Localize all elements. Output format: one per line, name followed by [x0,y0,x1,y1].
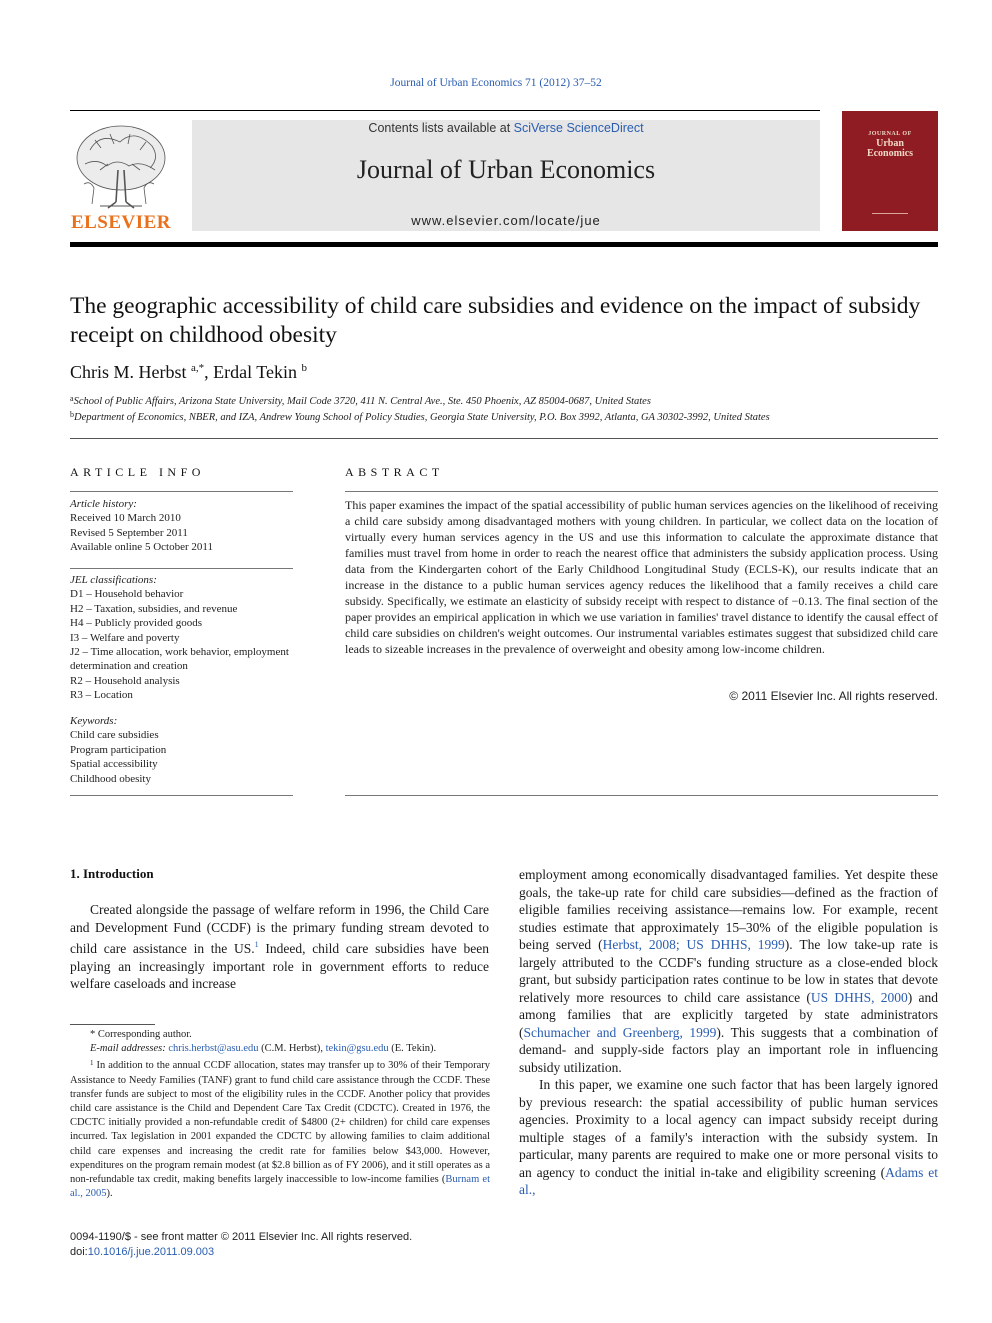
author-separator: , [204,362,214,382]
sciencedirect-link[interactable]: SciVerse ScienceDirect [513,121,644,135]
paragraph-text: ). This suggests that a combination of demand- and supply-side factors play an important role in influencing subsidy utilization. [519,1024,938,1075]
cover-title [842,129,938,159]
footnotes [70,1028,490,1201]
history-item: Available online 5 October 2011 [70,541,213,554]
citation-link[interactable]: US DHHS, 2000 [810,989,908,1005]
email-owner: (C.M. Herbst), [258,1043,326,1055]
cover-divider [872,213,908,214]
paragraph-text: employment among economically disadvantaged families. Yet despite these goals, the take-up rate for child care subsidies—defined as the fraction of eligible families receiving assistance—remains low. For example, recent studies estimate that approximately 15–30% of the eligible population is being served ( [519,867,938,952]
abstract-heading: ABSTRACT [345,465,444,479]
front-matter [70,1230,412,1259]
history-item: Revised 5 September 2011 [70,526,188,539]
citation-link[interactable]: Burnam et al., 2005 [70,1174,490,1200]
info-rule [70,491,293,492]
citation-link[interactable]: Schumacher and Greenberg, 1999 [523,1024,717,1040]
author-name[interactable]: Chris M. Herbst [70,362,187,382]
doi-line [70,1245,412,1260]
contents-line [192,121,820,135]
jel-item: I3 – Welfare and poverty [70,631,180,644]
email-link[interactable]: tekin@gsu.edu [325,1043,389,1055]
keywords [70,714,293,786]
article-info-heading: ARTICLE INFO [70,465,205,479]
article-history [70,497,293,555]
paragraph-text: Indeed, child care subsidies have been playing an increasingly important role in government efforts to reduce welfare caseloads and increase [70,941,489,991]
jel-classifications [70,573,293,703]
history-item: Received 10 March 2010 [70,512,181,525]
journal-title: Journal of Urban Economics [356,155,656,184]
footnote-mark: * [90,1029,96,1040]
jel-item: H2 – Taxation, subsidies, and revenue [70,602,238,615]
footnote-text: ). [106,1188,113,1200]
jel-item: J2 – Time allocation, work behavior, employment determination and creation [70,646,289,673]
paragraph [519,866,938,1076]
keyword-item: Spatial accessibility [70,758,158,771]
tree-icon [70,120,172,212]
jel-label: JEL classifications: [70,574,157,586]
affiliation-a [70,394,651,407]
footnote-rule [70,1024,155,1025]
affiliation-b [70,410,770,423]
affiliation-mark: a [70,394,74,403]
body-left-column [70,901,489,993]
info-rule [70,568,293,569]
footnote-ref[interactable]: 1 [254,940,259,949]
abstract-rule [345,491,938,492]
cover-line-1: JOURNAL OF [868,131,912,137]
email-owner: (E. Tekin). [388,1043,437,1055]
abstract-text: This paper examines the impact of the spatial accessibility of public human services agencies on the likelihood of receiving a child care subsidy among disadvantaged mothers with young children. In particular, we collect data on the location of virtually every human services agency in the US and use this information to calculate the approximate distance that families must travel from home in order to reach the nearest office that administers the subsidy application process. Using data from the Kindergarten cohort of the Early Childhood Longitudinal Study (ECLS-K), our results indicate that an increase in the distance to a public human services agency reduces the likelihood that a family receives a child care subsidy. Specifically, we estimate an elasticity of subsidy receipt with respect to distance of −0.13. The final section of the paper provides an empirical application in which we use variation in families' travel distance to identify the causal effect of child care subsidies on children's weight outcomes. Our instrumental variables estimates suggest that subsidized child care leads to sizeable increases in the prevalence of overweight and obesity among low-income children. [345,498,938,656]
cover-line-3: Economics [866,148,914,159]
paragraph-text: ) and among families that are explicitly targeted by state administrators ( [519,989,938,1040]
keyword-item: Childhood obesity [70,772,151,785]
contents-prefix: Contents lists available at [368,121,514,135]
issn-line: 0094-1190/$ - see front matter © 2011 Elsevier Inc. All rights reserved. [70,1231,413,1243]
abstract-bottom-rule [345,795,938,796]
affiliation-text: School of Public Affairs, Arizona State University, Mail Code 3720, 411 N. Central Ave., Ste. 450 Phoenix, AZ 85004-0687, United States [73,396,651,407]
affiliation-rule [70,438,938,439]
footnote-text: Corresponding author. [97,1029,192,1040]
keyword-item: Program participation [70,743,167,756]
footnote-email [70,1042,490,1056]
footnote-mark: 1 [90,1059,94,1068]
header-rule [70,110,820,111]
body-right-column [519,866,938,1199]
doi-label: doi: [70,1245,88,1258]
jel-item: R3 – Location [70,689,133,702]
footnote-1 [70,1056,490,1201]
footnote-text: In addition to the annual CCDF allocation, states may transfer up to 30% of their Temporary Assistance to Needy Families (TANF) grant to fund child care assistance through the CCDF. These transfer funds are subject to most of the eligibility rules in the CCDF. Another policy that provides child care assistance is the Child and Dependent Care Tax Credit (CDCTC). Created in 1976, the CDCTC initially provided a non-refundable credit of $4800 (2+ children) for child care expenses incurred. Tax legislation in 2001 expanded the CDCTC by allowing families to claim additional child care expenses and increasing the credit rate for families below $43,000. However, expenditures on the program remain modest (at $2.8 billion as of FY 2006), and it still operates as a non-refundable tax credit, making benefits largely inaccessible to low-income families ( [70,1060,490,1186]
jel-item: D1 – Household behavior [70,588,184,601]
email-link[interactable]: chris.herbst@asu.edu [168,1043,259,1055]
paragraph [70,901,489,993]
paragraph [519,1076,938,1199]
article-title: The geographic accessibility of child care subsidies and evidence on the impact of subsidy receipt on childhood obesity [70,293,921,348]
paragraph-text: Created alongside the passage of welfare reform in 1996, the Child Care and Development Fund (CCDF) is the primary funding stream devoted to child care assistance in the US. [70,902,489,956]
jel-item: R2 – Household analysis [70,674,180,687]
paragraph-text: In this paper, we examine one such factor that has been largely ignored by previous research: the spatial accessibility of public human services agencies. Proximity to a local agency can impact subsidy receipt during multiple stages of a family's interaction with the subsidy system. In particular, many parents are required to make one or more personal visits to an agency to conduct the initial in-take and eligibility screening ( [519,1077,938,1180]
citation-link[interactable]: Adams et al., [519,1164,938,1197]
citation-link[interactable]: Herbst, 2008; US DHHS, 1999 [602,937,785,952]
author-list [70,362,307,383]
doi-link[interactable]: 10.1016/j.jue.2011.09.003 [87,1245,215,1258]
keywords-label: Keywords: [70,715,118,727]
jel-item: H4 – Publicly provided goods [70,617,202,630]
info-bottom-rule [70,795,293,796]
journal-url[interactable]: www.elsevier.com/locate/jue [411,213,601,228]
publisher-name: ELSEVIER [70,212,172,233]
section-heading: 1. Introduction [70,866,154,881]
email-label: E-mail addresses: [90,1043,169,1055]
journal-citation[interactable]: Journal of Urban Economics 71 (2012) 37–52 [390,77,602,89]
copyright: © 2011 Elsevier Inc. All rights reserved. [729,689,938,703]
header-thick-rule [70,242,938,247]
footnote-corresponding [70,1028,490,1042]
affiliation-text: Department of Economics, NBER, and IZA, Andrew Young School of Policy Studies, Georgia State University, P.O. Box 3992, Atlanta, GA 30302-3992, United States [74,412,770,423]
author-name[interactable]: Erdal Tekin [213,362,298,382]
author-marks[interactable]: b [301,362,308,374]
cover-line-2: Urban [876,138,904,149]
affiliation-mark: b [70,410,74,419]
paragraph-text: ). The low take-up rate is largely attributed to the CCDF's funding structure as a close-ended block grant, but subsidy participation rates continue to be low in states that devote relatively more resources to child care assistance ( [519,937,938,1005]
history-label: Article history: [70,498,137,510]
journal-cover [842,111,938,231]
keyword-item: Child care subsidies [70,729,159,742]
author-marks[interactable]: a,* [191,362,205,374]
